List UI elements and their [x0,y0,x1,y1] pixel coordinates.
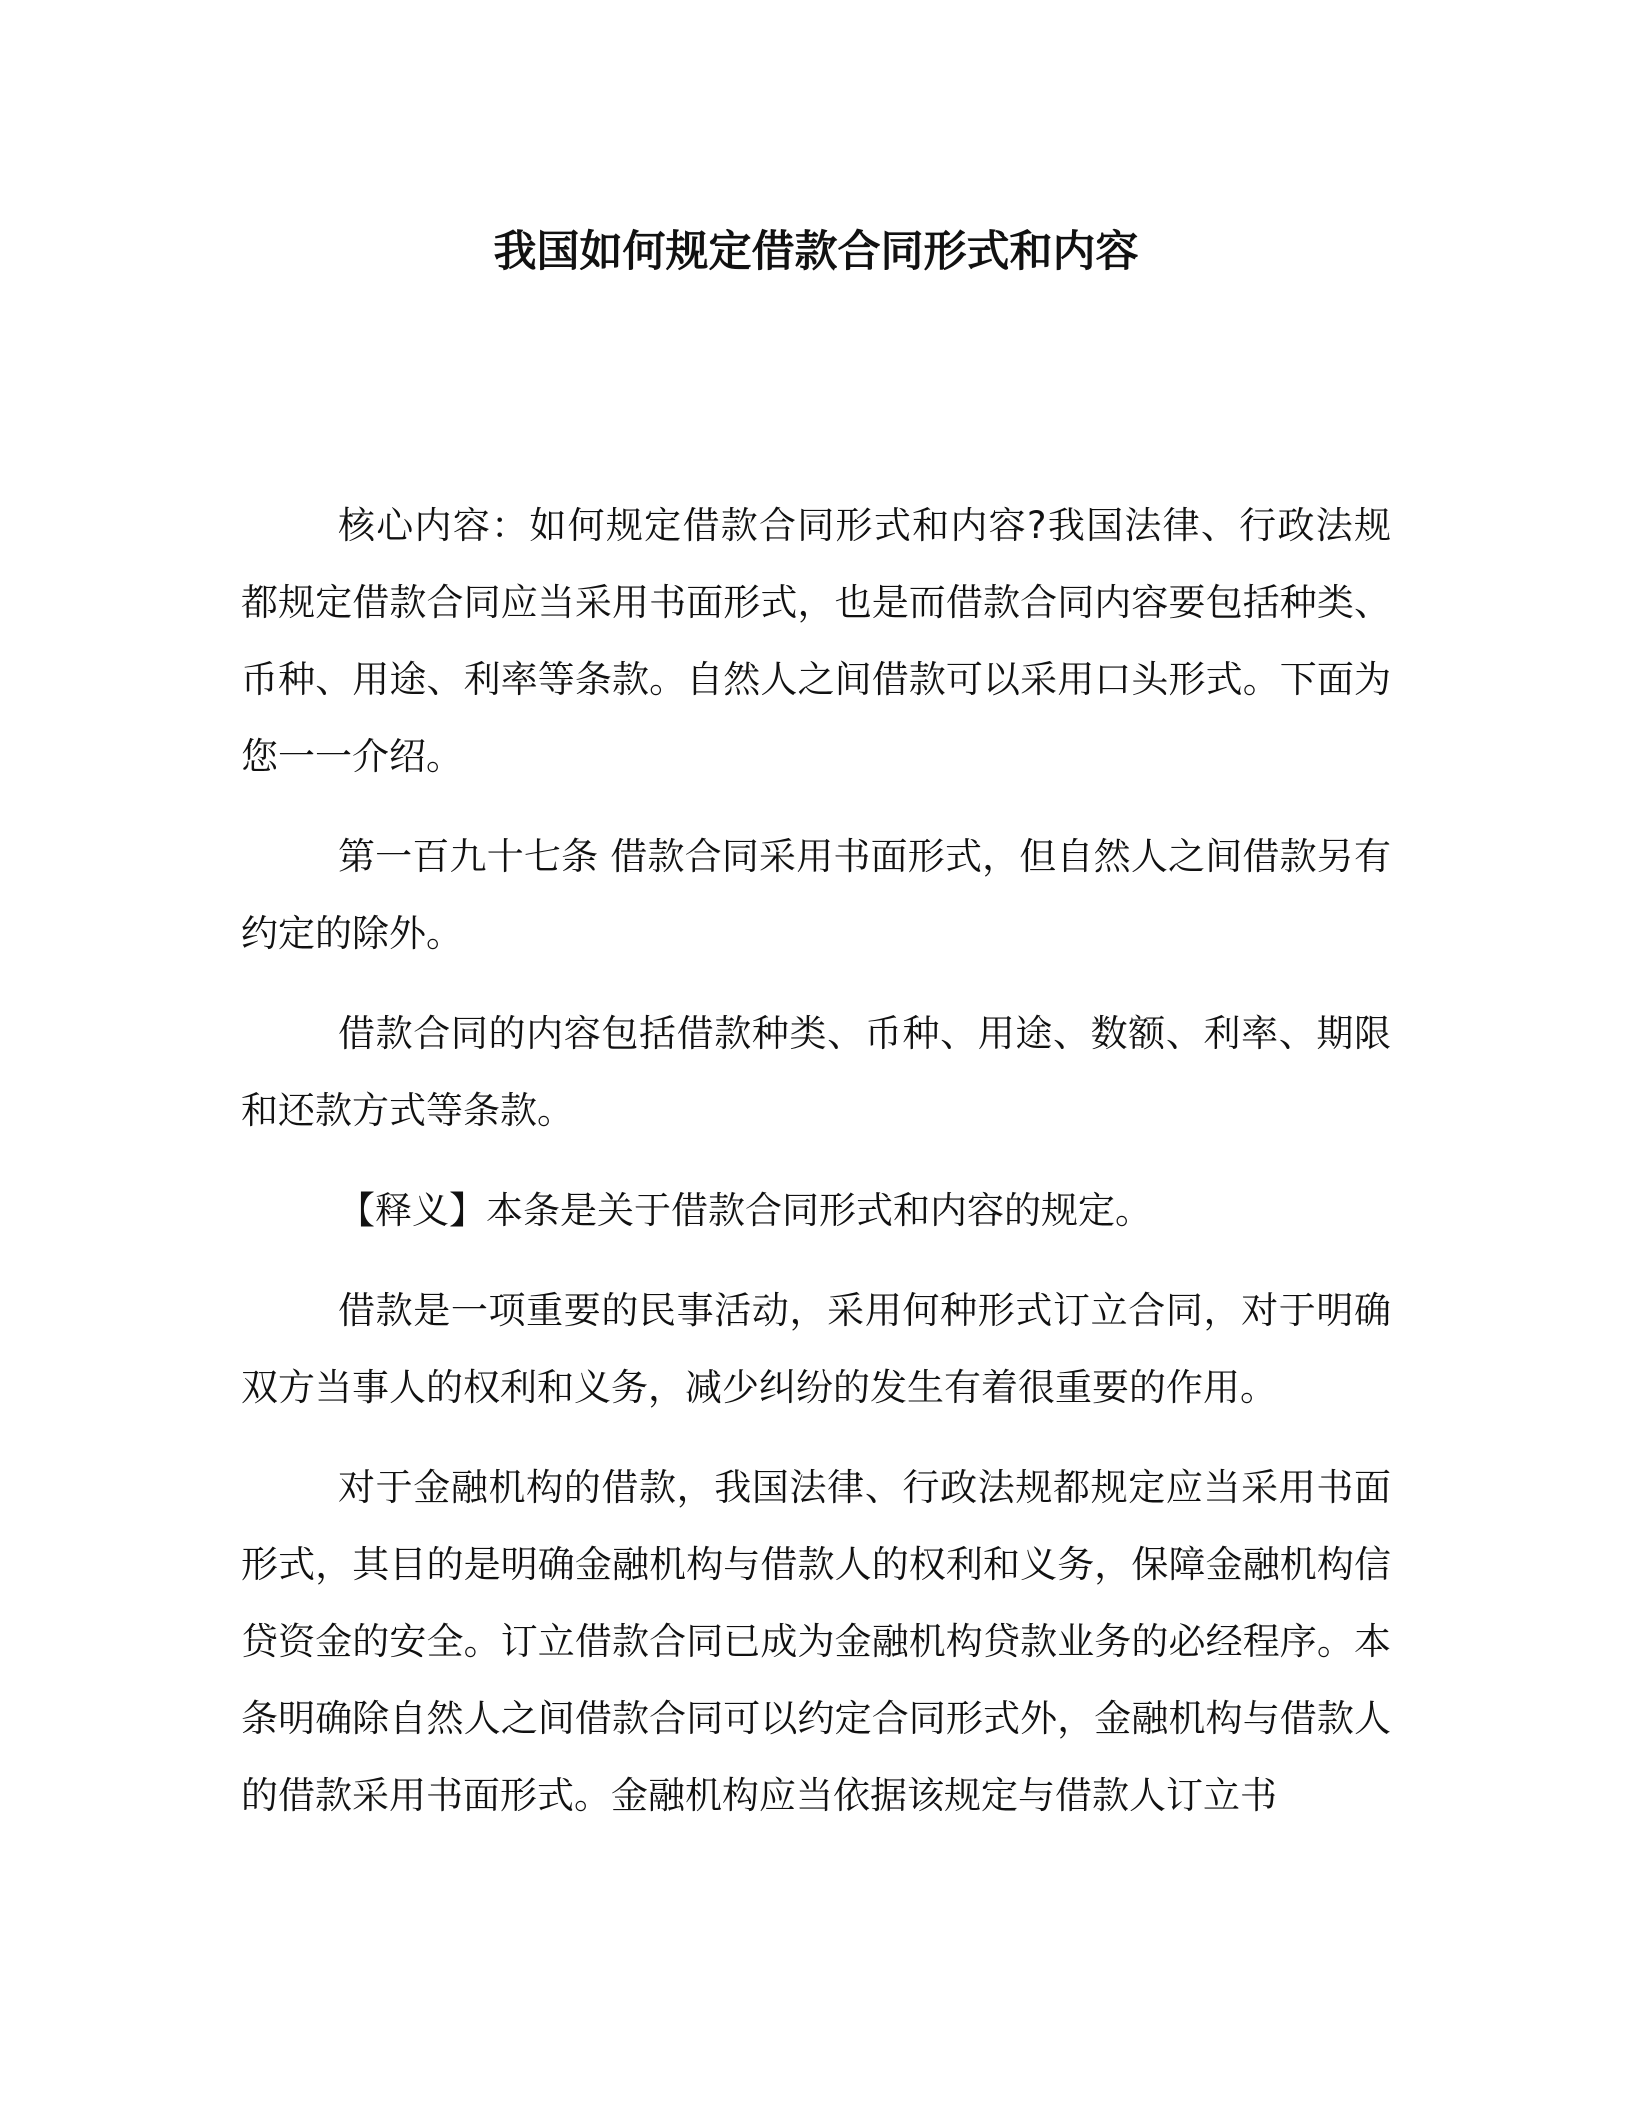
paragraph-article-197: 第一百九十七条 借款合同采用书面形式，但自然人之间借款另有约定的除外。 [241,835,1391,955]
paragraph-core-content: 核心内容：如何规定借款合同形式和内容?我国法律、行政法规都规定借款合同应当采用书面形式，也是而借款合同内容要包括种类、币种、用途、利率等条款。自然人之间借款可以采用口头形式。下面为您一一介绍。 [241,504,1391,778]
document-title: 我国如何规定借款合同形式和内容 [493,227,1139,277]
document-body [241,487,1391,1857]
paragraph-financial-institutions: 对于金融机构的借款，我国法律、行政法规都规定应当采用书面形式，其目的是明确金融机构与借款人的权利和义务，保障金融机构信贷资金的安全。订立借款合同已成为金融机构贷款业务的必经程序。本条明确除自然人之间借款合同可以约定合同形式外，金融机构与借款人的借款采用书面形式。金融机构应当依据该规定与借款人订立书 [241,1466,1391,1817]
paragraph-interpretation: 【释义】本条是关于借款合同形式和内容的规定。 [338,1189,1152,1232]
paragraph-loan-activity: 借款是一项重要的民事活动，采用何种形式订立合同，对于明确双方当事人的权利和义务，减少纠纷的发生有着很重要的作用。 [241,1289,1391,1409]
paragraph-contract-content: 借款合同的内容包括借款种类、币种、用途、数额、利率、期限和还款方式等条款。 [241,1012,1391,1132]
